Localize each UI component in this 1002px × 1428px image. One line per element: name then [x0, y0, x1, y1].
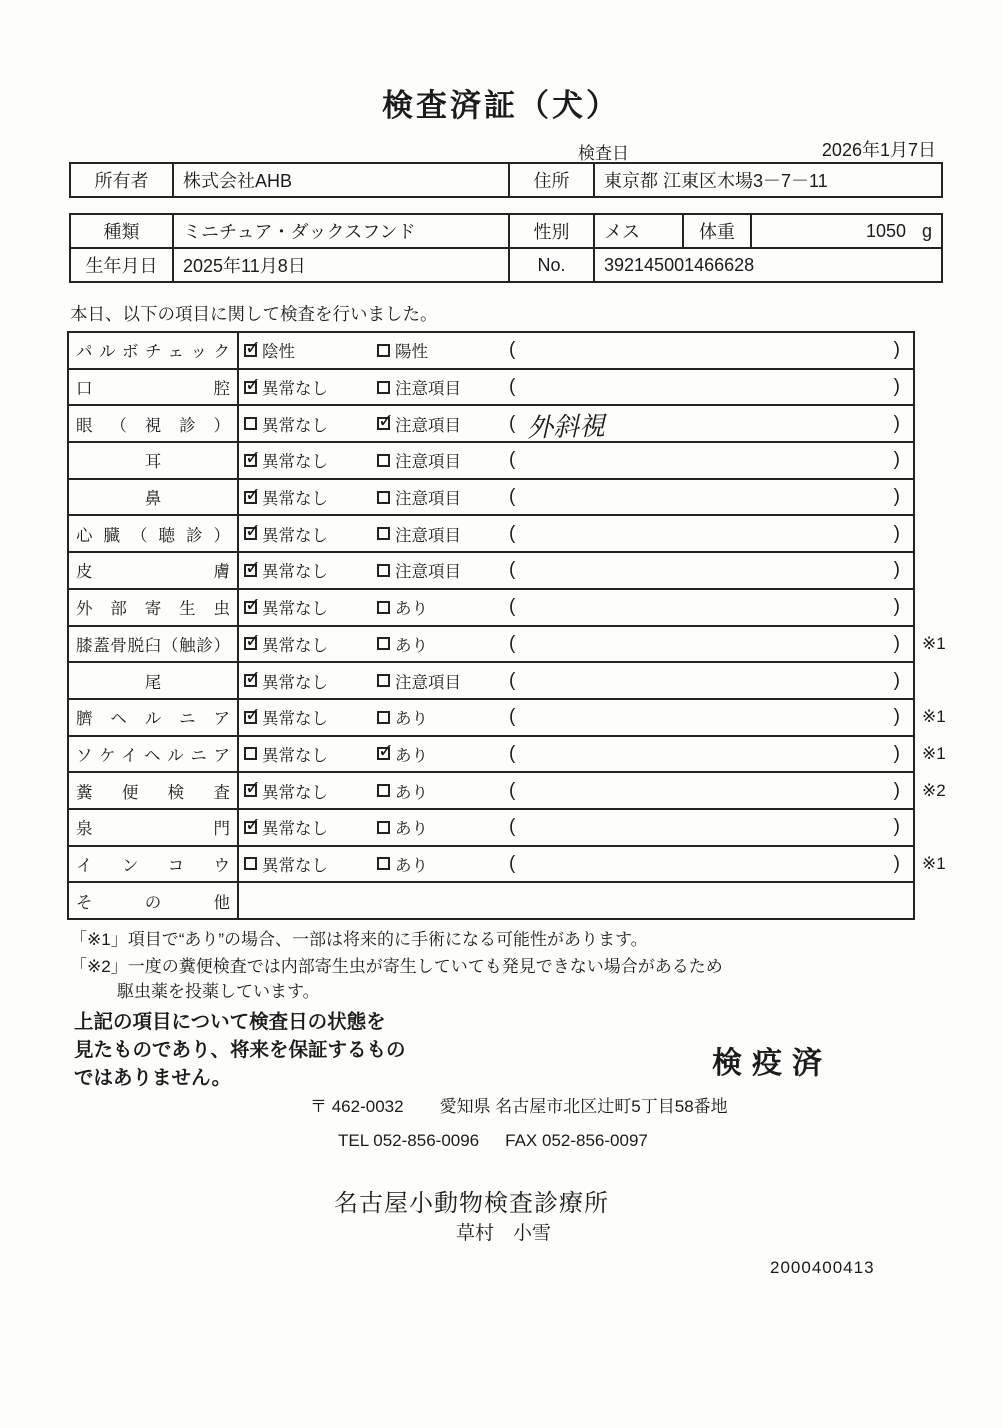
result-option-1 — [244, 705, 377, 729]
row-content — [239, 333, 913, 368]
clinic-phone-line — [338, 1131, 648, 1151]
paren-close: ) — [893, 449, 900, 471]
animal-table — [69, 213, 943, 283]
item-label: その他 — [76, 893, 230, 912]
item-label: 尾 — [144, 673, 162, 692]
checkbox[interactable] — [377, 527, 390, 540]
checkbox[interactable] — [377, 711, 390, 724]
paren-close: ) — [893, 852, 900, 874]
sex-label: 性別 — [509, 214, 594, 248]
address-label: 住所 — [509, 163, 594, 197]
disclaimer-line-2: 見たものであり、将来を保証するもの — [74, 1039, 406, 1061]
option-label: 異常なし — [262, 380, 328, 399]
handwritten-note — [515, 676, 893, 686]
option-label: 異常なし — [262, 710, 328, 729]
owner-row — [70, 163, 942, 197]
checkbox[interactable] — [244, 747, 257, 760]
result-option-2 — [377, 632, 507, 656]
no-label: No. — [509, 248, 594, 282]
row-content — [239, 406, 913, 444]
reference-mark: ※1 — [922, 707, 946, 727]
reference-mark — [914, 515, 962, 552]
handwritten-note — [515, 492, 893, 502]
paren-close: ) — [893, 339, 900, 361]
paren-close: ) — [893, 376, 900, 398]
handwritten-note — [515, 602, 893, 612]
checkbox[interactable] — [377, 344, 390, 357]
inspection-date-value: 2026年1月7日 — [821, 140, 936, 160]
inspection-row — [68, 332, 962, 369]
item-label: インコウ — [76, 856, 230, 875]
item-label: 口腔 — [76, 380, 230, 399]
option-label: 注意項目 — [395, 416, 461, 435]
inspection-row — [68, 369, 962, 406]
checkbox[interactable] — [377, 674, 390, 687]
result-option-1 — [244, 338, 377, 362]
option-label: 異常なし — [262, 636, 328, 655]
checkbox[interactable] — [244, 454, 257, 467]
paren-open: ( — [509, 412, 516, 434]
handwritten-note — [515, 859, 893, 869]
result-option-1 — [244, 522, 377, 546]
item-label: 心臓（聴診） — [76, 526, 230, 545]
reference-mark — [914, 882, 962, 919]
result-option-2 — [377, 448, 507, 472]
checkbox[interactable] — [377, 747, 390, 760]
reference-mark — [914, 552, 962, 589]
item-label: 鼻 — [144, 490, 162, 509]
disclaimer-line-3: ではありません。 — [74, 1067, 232, 1089]
checkbox[interactable] — [377, 857, 390, 870]
row-content — [239, 627, 913, 662]
intro-statement: 本日、以下の項目に関して検査を行いました。 — [70, 304, 438, 324]
paren-open: ( — [509, 596, 516, 618]
inspection-row — [68, 846, 962, 883]
weight-label: 体重 — [683, 214, 751, 248]
paren-open: ( — [509, 449, 516, 471]
inspection-row — [68, 699, 962, 736]
row-content — [239, 480, 913, 515]
result-option-2 — [377, 338, 507, 362]
option-label: 異常なし — [262, 746, 328, 765]
inspection-row — [68, 809, 962, 846]
handwritten-note — [515, 566, 893, 576]
owner-value: 株式会社AHB — [173, 163, 509, 197]
result-option-2 — [377, 375, 507, 399]
result-option-1 — [244, 852, 377, 876]
type-value: ミニチュア・ダックスフンド — [173, 214, 509, 248]
option-label: あり — [395, 856, 428, 875]
paren-open: ( — [509, 779, 516, 801]
option-label: 注意項目 — [395, 490, 461, 509]
paren-close: ) — [893, 632, 900, 654]
option-label: あり — [395, 746, 428, 765]
paren-close: ) — [893, 412, 900, 434]
disclaimer-line-1: 上記の項目について検査日の状態を — [74, 1011, 386, 1033]
result-option-2 — [377, 412, 507, 436]
footnote-2-continued: 駆虫薬を投薬しています。 — [117, 982, 320, 1001]
checkbox[interactable] — [377, 454, 390, 467]
result-option-1 — [244, 412, 377, 436]
option-label: 注意項目 — [395, 563, 461, 582]
quarantine-stamp: 検疫済 — [712, 1047, 832, 1080]
row-content — [239, 443, 913, 478]
option-label: あり — [395, 600, 428, 619]
row-content — [239, 516, 913, 551]
checkbox[interactable] — [244, 784, 257, 797]
checkbox[interactable] — [244, 674, 257, 687]
clinic-address: 愛知県 名古屋市北区辻町5丁目58番地 — [439, 1097, 728, 1116]
inspection-row — [68, 772, 962, 809]
checkbox[interactable] — [244, 711, 257, 724]
checkbox[interactable] — [377, 381, 390, 394]
handwritten-note — [515, 639, 893, 649]
paren-close: ) — [893, 596, 900, 618]
handwritten-note — [515, 712, 893, 722]
birth-value: 2025年11月8日 — [173, 248, 509, 282]
handwritten-note — [515, 345, 893, 355]
item-label: 泉門 — [76, 820, 230, 839]
row-content — [239, 590, 913, 625]
item-label: 糞便検査 — [76, 783, 230, 802]
reference-mark — [914, 589, 962, 626]
paren-close: ) — [893, 816, 900, 838]
inspection-row — [68, 442, 962, 479]
footnote-2: 「※2」一度の糞便検査では内部寄生虫が寄生していても発見できない場合があるため — [70, 957, 723, 976]
result-option-1 — [244, 595, 377, 619]
item-label: 外部寄生虫 — [76, 600, 230, 619]
inspection-row — [68, 552, 962, 589]
clinic-fax: FAX 052-856-0097 — [505, 1131, 648, 1150]
option-label: 異常なし — [262, 453, 328, 472]
row-content — [239, 663, 913, 698]
sex-value: メス — [594, 214, 683, 248]
inspection-table-body — [68, 332, 962, 919]
inspection-row — [68, 405, 962, 442]
result-option-1 — [244, 375, 377, 399]
weight-number: 1050 — [865, 220, 906, 241]
paren-open: ( — [509, 669, 516, 691]
item-label: 膝蓋骨脱臼（触診） — [76, 636, 230, 655]
paren-open: ( — [509, 816, 516, 838]
item-label: パルボチェック — [76, 343, 230, 362]
checkbox[interactable] — [377, 784, 390, 797]
result-option-1 — [244, 632, 377, 656]
checkbox[interactable] — [244, 344, 257, 357]
result-option-1 — [244, 742, 377, 766]
paren-close: ) — [893, 706, 900, 728]
reference-mark: ※1 — [922, 633, 946, 653]
option-label: 異常なし — [262, 600, 328, 619]
option-label: あり — [395, 636, 428, 655]
inspection-row — [68, 589, 962, 626]
row-content — [239, 810, 913, 845]
option-label: あり — [395, 783, 428, 802]
animal-row-1 — [70, 214, 942, 248]
paren-close: ) — [893, 669, 900, 691]
option-label: 陽性 — [395, 343, 428, 362]
checkbox[interactable] — [244, 381, 257, 394]
option-label: 注意項目 — [395, 380, 461, 399]
clinic-person-name: 草村 小雪 — [456, 1223, 552, 1244]
option-label: 異常なし — [262, 490, 328, 509]
option-label: 陰性 — [262, 343, 295, 362]
disclaimer-text — [74, 1008, 406, 1092]
option-label: 異常なし — [262, 673, 328, 692]
reference-mark — [914, 662, 962, 699]
paren-open: ( — [509, 376, 516, 398]
reference-mark — [914, 369, 962, 406]
checkbox[interactable] — [244, 417, 257, 430]
owner-label: 所有者 — [70, 163, 173, 197]
option-label: 異常なし — [262, 856, 328, 875]
paren-close: ) — [893, 559, 900, 581]
handwritten-note — [515, 382, 893, 392]
reference-mark — [914, 405, 962, 442]
row-content — [239, 700, 913, 735]
reference-mark: ※2 — [922, 780, 946, 800]
result-option-2 — [377, 705, 507, 729]
handwritten-note: 外斜視 — [526, 411, 606, 444]
page-title: 検査済証（犬） — [382, 88, 620, 123]
paren-close: ) — [893, 522, 900, 544]
checkbox[interactable] — [377, 821, 390, 834]
paren-open: ( — [509, 852, 516, 874]
checkbox[interactable] — [377, 564, 390, 577]
paren-close: ) — [893, 742, 900, 764]
inspection-table — [67, 331, 963, 920]
inspection-row — [68, 882, 962, 919]
paren-close: ) — [893, 486, 900, 508]
reference-mark — [914, 809, 962, 846]
paren-open: ( — [509, 339, 516, 361]
weight-value — [751, 214, 942, 248]
option-label: 注意項目 — [395, 526, 461, 545]
option-label: 異常なし — [262, 783, 328, 802]
checkbox[interactable] — [377, 601, 390, 614]
animal-row-2 — [70, 248, 942, 282]
result-option-2 — [377, 852, 507, 876]
result-option-1 — [244, 485, 377, 509]
reference-mark — [914, 332, 962, 369]
handwritten-note — [515, 455, 893, 465]
item-label: 臍ヘルニア — [76, 710, 230, 729]
postal-code: 〒 462-0032 — [310, 1097, 404, 1116]
handwritten-note — [515, 822, 893, 832]
clinic-tel: TEL 052-856-0096 — [338, 1131, 480, 1150]
result-option-2 — [377, 485, 507, 509]
option-label: あり — [395, 710, 428, 729]
weight-unit: g — [921, 220, 932, 241]
option-label: 注意項目 — [395, 673, 461, 692]
handwritten-note — [515, 749, 893, 759]
handwritten-note — [515, 529, 893, 539]
reference-mark — [914, 479, 962, 516]
option-label: 注意項目 — [395, 453, 461, 472]
checkbox[interactable] — [377, 417, 390, 430]
paren-open: ( — [509, 486, 516, 508]
type-label: 種類 — [70, 214, 173, 248]
result-option-2 — [377, 522, 507, 546]
document-code: 2000400413 — [770, 1258, 875, 1277]
clinic-name: 名古屋小動物検査診療所 — [334, 1190, 609, 1217]
inspection-date-label: 検査日 — [578, 144, 629, 163]
reference-mark — [914, 442, 962, 479]
option-label: 異常なし — [262, 820, 328, 839]
row-content — [239, 847, 913, 882]
row-content — [239, 553, 913, 588]
result-option-2 — [377, 815, 507, 839]
reference-mark: ※1 — [922, 743, 946, 763]
checkbox[interactable] — [244, 527, 257, 540]
inspection-row — [68, 479, 962, 516]
checkbox[interactable] — [377, 491, 390, 504]
option-label: あり — [395, 820, 428, 839]
row-content — [239, 883, 913, 918]
paren-open: ( — [509, 632, 516, 654]
result-option-2 — [377, 669, 507, 693]
clinic-address-line — [310, 1092, 728, 1117]
item-label: 眼（視診） — [76, 416, 230, 435]
checkbox[interactable] — [244, 821, 257, 834]
option-label: 異常なし — [262, 526, 328, 545]
result-option-2 — [377, 595, 507, 619]
inspection-row — [68, 662, 962, 699]
paren-open: ( — [509, 522, 516, 544]
inspection-row — [68, 515, 962, 552]
item-label: 耳 — [144, 453, 162, 472]
row-content — [239, 773, 913, 808]
option-label: 異常なし — [262, 563, 328, 582]
result-option-2 — [377, 779, 507, 803]
checkbox[interactable] — [244, 564, 257, 577]
inspection-row — [68, 736, 962, 773]
no-value: 392145001466628 — [594, 248, 942, 282]
paren-open: ( — [509, 559, 516, 581]
row-content — [239, 370, 913, 405]
result-option-1 — [244, 448, 377, 472]
row-content — [239, 737, 913, 772]
reference-mark: ※1 — [922, 853, 946, 873]
result-option-1 — [244, 815, 377, 839]
item-label: ソケイヘルニア — [76, 746, 230, 765]
birth-label: 生年月日 — [70, 248, 173, 282]
option-label: 異常なし — [262, 416, 328, 435]
result-option-2 — [377, 558, 507, 582]
checkbox[interactable] — [244, 491, 257, 504]
checkbox[interactable] — [377, 637, 390, 650]
handwritten-note — [515, 786, 893, 796]
owner-table — [69, 162, 943, 198]
item-label: 皮膚 — [76, 563, 230, 582]
address-value: 東京都 江東区木場3－7－11 — [594, 163, 942, 197]
result-option-1 — [244, 779, 377, 803]
inspection-row — [68, 626, 962, 663]
paren-open: ( — [509, 706, 516, 728]
result-option-1 — [244, 669, 377, 693]
paren-close: ) — [893, 779, 900, 801]
result-option-1 — [244, 558, 377, 582]
paren-open: ( — [509, 742, 516, 764]
checkbox[interactable] — [244, 601, 257, 614]
checkbox[interactable] — [244, 637, 257, 650]
checkbox[interactable] — [244, 857, 257, 870]
result-option-2 — [377, 742, 507, 766]
footnote-1: 「※1」項目で“あり”の場合、一部は将来的に手術になる可能性があります。 — [70, 930, 648, 949]
